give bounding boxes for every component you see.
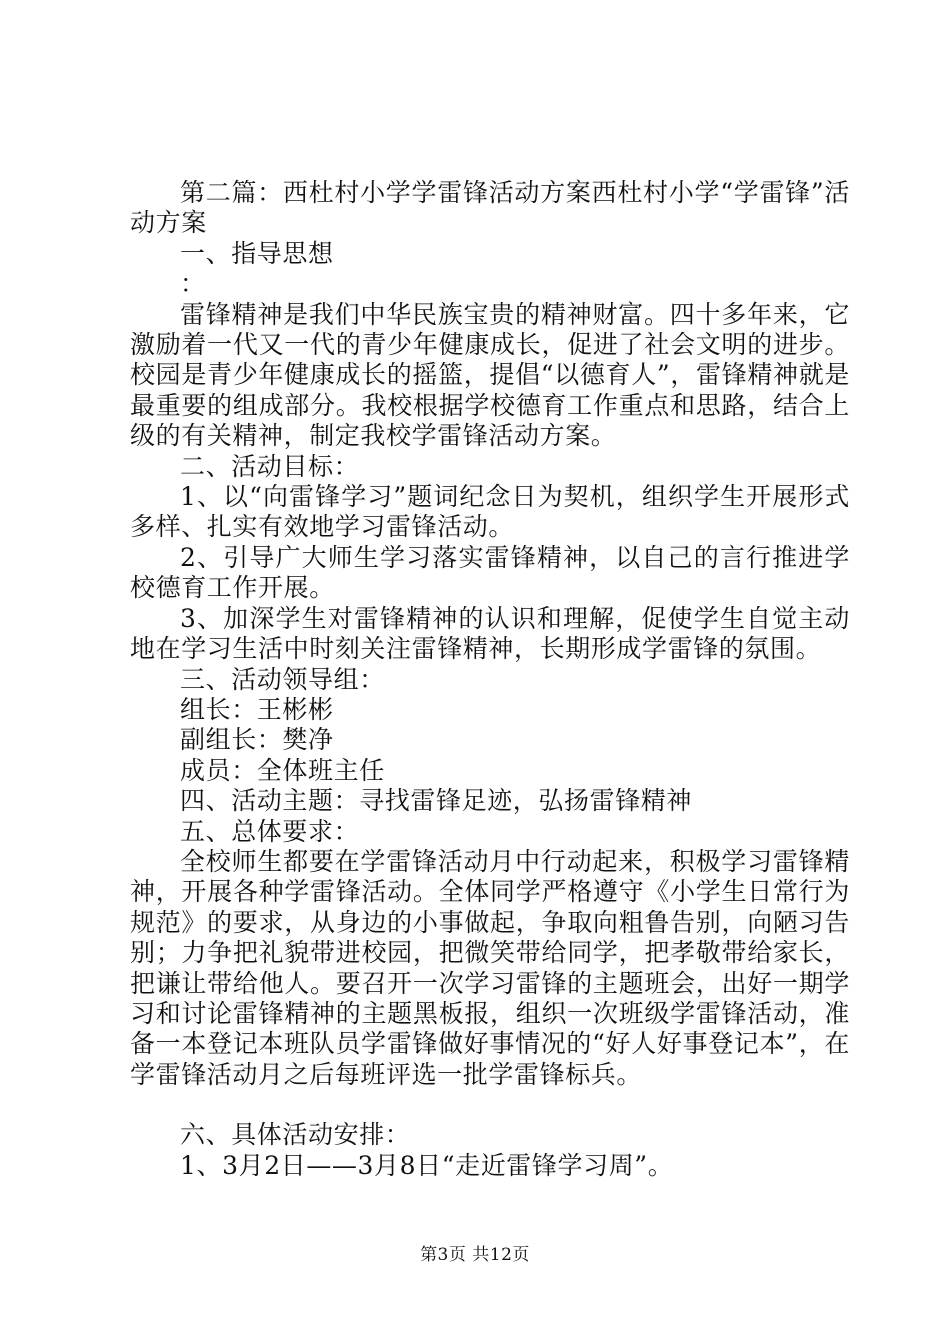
list-item: 1、以“向雷锋学习”题词纪念日为契机，组织学生开展形式多样、扎实有效地学习雷锋活动。	[130, 482, 850, 542]
paragraph: 组长：王彬彬	[180, 694, 334, 724]
list-item: 3、加深学生对雷锋精神的认识和理解，促使学生自觉主动地在学习生活中时刻关注雷锋精神，长期形成学雷锋的氛围。	[130, 603, 850, 664]
paragraph: ：	[180, 269, 206, 299]
document-body	[130, 178, 850, 1181]
list-item: 2、引导广大师生学习落实雷锋精神，以自己的言行推进学校德育工作开展。	[130, 542, 850, 603]
section-heading: 四、活动主题：寻找雷锋足迹，弘扬雷锋精神	[180, 786, 693, 816]
paragraph: 全校师生都要在学雷锋活动月中行动起来，积极学习雷锋精神，开展各种学雷锋活动。全体同学严格遵守《小学生日常行为规范》的要求，从身边的小事做起，争取向粗鲁告别，向陋习告别；力争把礼貌带进校园，把微笑带给同学，把孝敬带给家长，把谦让带给他人。要召开一次学习雷锋的主题班会，出好一期学习和讨论雷锋精神的主题黑板报，组织一次班级学雷锋活动，准备一本登记本班队员学雷锋做好事情况的“好人好事登记本”，在学雷锋活动月之后每班评选一批学雷锋标兵。	[130, 846, 850, 1089]
section-heading: 三、活动领导组：	[180, 664, 385, 694]
paragraph: 雷锋精神是我们中华民族宝贵的精神财富。四十多年来，它激励着一代又一代的青少年健康成长，促进了社会文明的进步。校园是青少年健康成长的摇篮，提倡“以德育人”，雷锋精神就是最重要的组成部分。我校根据学校德育工作重点和思路，结合上级的有关精神，制定我校学雷锋活动方案。	[130, 299, 850, 451]
section-heading: 五、总体要求：	[180, 816, 360, 846]
section-heading: 一、指导思想	[180, 238, 334, 268]
paragraph: 成员：全体班主任	[180, 755, 385, 785]
section-heading: 六、具体活动安排：	[180, 1120, 411, 1150]
section-heading: 二、活动目标：	[180, 451, 360, 481]
list-item: 1、3月2日——3月8日“走近雷锋学习周”。	[180, 1150, 674, 1180]
section-heading: 第二篇：西杜村小学学雷锋活动方案西杜村小学“学雷锋”活动方案	[130, 178, 850, 238]
page-footer: 第3页 共12页	[420, 1245, 530, 1265]
blank-line	[130, 1090, 850, 1120]
paragraph: 副组长：樊净	[180, 725, 334, 755]
